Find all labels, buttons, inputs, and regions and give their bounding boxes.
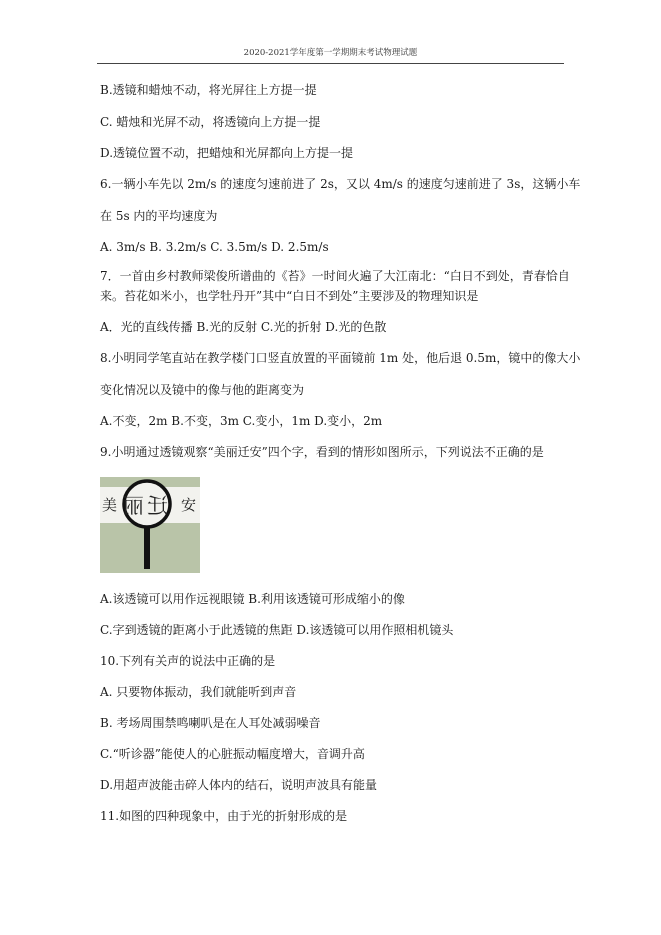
figure-char-3: 迁 (147, 494, 168, 518)
question-10-option-c: C.“听诊器”能使人的心脏振动幅度增大，音调升高 (100, 747, 365, 761)
header-divider (97, 63, 564, 64)
question-9-stem: 9.小明通过透镜观察“美丽迁安”四个字，看到的情形如图所示，下列说法不正确的是 (100, 445, 544, 459)
question-8-line-1: 8.小明同学笔直站在教学楼门口竖直放置的平面镜前 1m 处，他后退 0.5m，镜中的像大小 (100, 351, 581, 365)
question-6-line-1: 6.一辆小车先以 2m/s 的速度匀速前进了 2s，又以 4m/s 的速度匀速前进了 3s，这辆小车 (100, 177, 581, 191)
question-10-stem: 10.下列有关声的说法中正确的是 (100, 654, 276, 668)
question-10-option-b: B. 考场周围禁鸣喇叭是在人耳处减弱噪音 (100, 716, 321, 730)
question-9-options-cd: C.字到透镜的距离小于此透镜的焦距 D.该透镜可以用作照相机镜头 (100, 623, 454, 637)
question-6-line-2: 在 5s 内的平均速度为 (100, 209, 218, 223)
option-b-q5: B.透镜和蜡烛不动，将光屏往上方提一提 (100, 83, 317, 97)
question-7-line-1: 7．一首由乡村教师梁俊所谱曲的《苔》一时间火遍了大江南北：“白日不到处，青春恰自 (100, 269, 570, 283)
question-11-stem: 11.如图的四种现象中，由于光的折射形成的是 (100, 809, 348, 823)
magnifier-figure (100, 477, 200, 573)
question-10-option-a: A. 只要物体振动，我们就能听到声音 (100, 685, 297, 699)
question-9-options-ab: A.该透镜可以用作远视眼镜 B.利用该透镜可形成缩小的像 (100, 592, 405, 606)
option-d-q5: D.透镜位置不动，把蜡烛和光屏都向上方提一提 (100, 146, 354, 160)
figure-char-4: 安 (181, 496, 197, 514)
option-c-q5: C. 蜡烛和光屏不动，将透镜向上方提一提 (100, 115, 321, 129)
question-7-line-2: 来。苔花如米小，也学牡丹开”其中“白日不到处”主要涉及的物理知识是 (100, 289, 479, 303)
figure-char-1: 美 (102, 496, 118, 514)
question-6-options: A. 3m/s B. 3.2m/s C. 3.5m/s D. 2.5m/s (100, 240, 329, 254)
question-10-option-d: D.用超声波能击碎人体内的结石，说明声波具有能量 (100, 778, 378, 792)
page-header: 2020-2021学年度第一学期期末考试物理试题 (243, 48, 418, 58)
figure-char-2: 丽 (123, 494, 144, 518)
question-8-options: A.不变，2m B.不变，3m C.变小，1m D.变小，2m (100, 414, 383, 428)
question-8-line-2: 变化情况以及镜中的像与他的距离变为 (100, 383, 305, 397)
question-7-options: A．光的直线传播 B.光的反射 C.光的折射 D.光的色散 (100, 320, 387, 334)
